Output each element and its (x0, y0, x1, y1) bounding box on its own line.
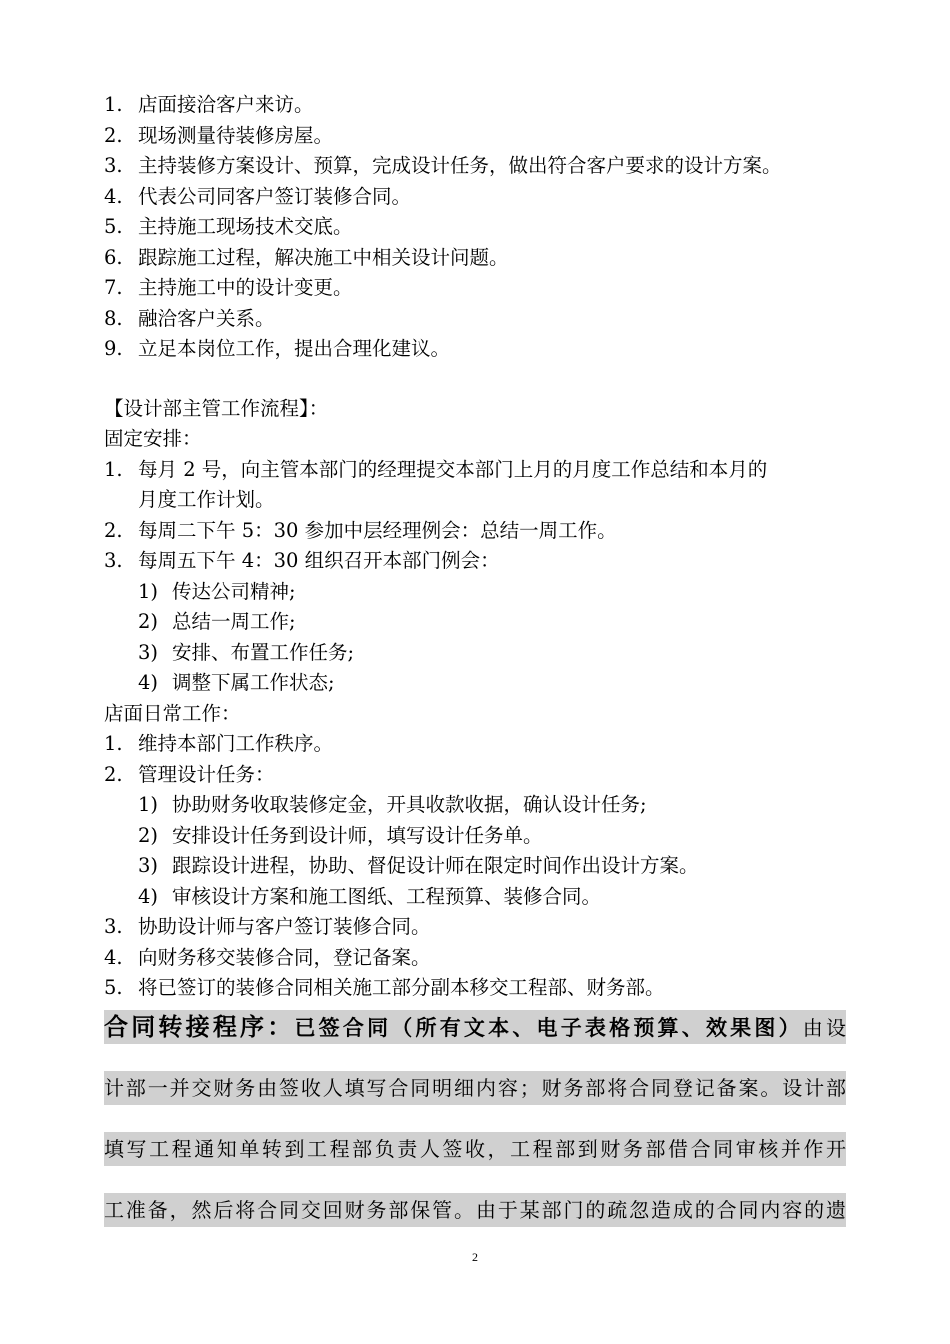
list-item: 2. 管理设计任务： (104, 762, 275, 786)
sub-list-item: 4) 调整下属工作状态; (138, 671, 335, 694)
spacer (104, 365, 846, 394)
sub-list-item: 1) 传达公司精神; (138, 579, 296, 603)
list-item: 1. 每月 2 号，向主管本部门的经理提交本部门上月的月度工作总结和本月的 月度工作计划。 (104, 457, 768, 511)
daily-heading: 店面日常工作： (104, 701, 241, 725)
highlighted-line: 工准备，然后将合同交回财务部保管。由于某部门的疏忽造成的合同内容的遗 (104, 1193, 846, 1227)
list-item: 5. 将已签订的装修合同相关施工部分副本移交工程部、财务部。 (104, 976, 665, 999)
list-item: 1. 店面接洽客户来访。 (104, 93, 314, 116)
list-item: 4. 向财务移交装修合同，登记备案。 (104, 945, 431, 969)
sub-list-item: 2) 总结一周工作; (138, 610, 296, 633)
list-item: 9. 立足本岗位工作，提出合理化建议。 (104, 337, 451, 360)
fixed-heading: 固定安排： (104, 427, 202, 450)
sub-list-item: 2) 安排设计任务到设计师，填写设计任务单。 (138, 823, 543, 847)
list-item: 2. 现场测量待装修房屋。 (104, 123, 334, 147)
list-item: 8. 融洽客户关系。 (104, 306, 275, 330)
list-item: 3. 协助设计师与客户签订装修合同。 (104, 915, 431, 938)
sub-list-item: 3) 安排、布置工作任务; (138, 640, 355, 664)
list-item: 6. 跟踪施工过程，解决施工中相关设计问题。 (104, 245, 509, 269)
list-item: 5. 主持施工现场技术交底。 (104, 215, 353, 238)
contract-title: 合同转接程序： (104, 1012, 295, 1041)
page-content (104, 90, 846, 1254)
list-item: 3. 主持装修方案设计、预算，完成设计任务，做出符合客户要求的设计方案。 (104, 154, 782, 177)
contract-bold-text: 已签合同（所有文本、电子表格预算、效果图） (294, 1015, 803, 1040)
daily-list (104, 729, 846, 1004)
sub-list-item: 1) 协助财务收取装修定金，开具收款收据，确认设计任务; (138, 793, 647, 816)
duties-list (104, 90, 846, 365)
list-item: 4. 代表公司同客户签订装修合同。 (104, 184, 412, 208)
highlighted-line: 填写工程通知单转到工程部负责人签收，工程部到财务部借合同审核并作开 (104, 1132, 846, 1166)
highlighted-line: 计部一并交财务由签收人填写合同明细内容；财务部将合同登记备案。设计部 (104, 1071, 846, 1105)
sub-list-item: 4) 审核设计方案和施工图纸、工程预算、装修合同。 (138, 884, 602, 908)
list-item: 1. 维持本部门工作秩序。 (104, 732, 334, 755)
fixed-list (104, 455, 846, 699)
list-item: 3. 每周五下午 4：30 组织召开本部门例会： (104, 549, 500, 572)
contract-procedure (104, 1010, 846, 1227)
list-item: 2. 每周二下午 5：30 参加中层经理例会：总结一周工作。 (104, 518, 617, 542)
sub-list-item: 3) 跟踪设计进程，协助、督促设计师在限定时间作出设计方案。 (138, 854, 699, 877)
highlighted-line: 合同转接程序：已签合同（所有文本、电子表格预算、效果图）由设 (104, 1010, 846, 1044)
page-number: 2 (472, 1250, 478, 1264)
list-item: 7. 主持施工中的设计变更。 (104, 276, 353, 299)
section-title: 【设计部主管工作流程】： (104, 396, 329, 420)
